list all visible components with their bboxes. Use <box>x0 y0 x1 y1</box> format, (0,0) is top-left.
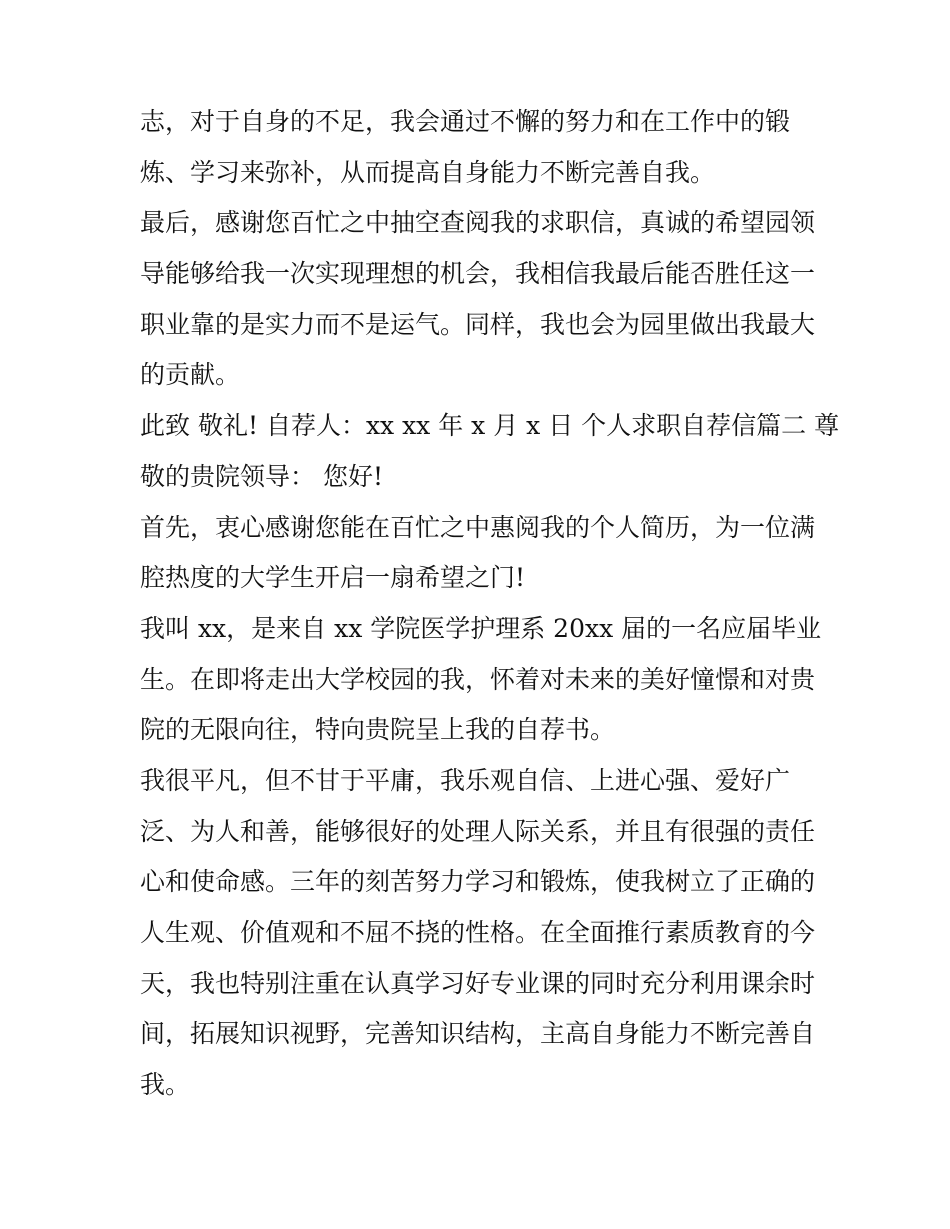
text-line: 心和使命感。三年的刻苦努力学习和锻炼，使我树立了正确的 <box>140 867 816 897</box>
text-line: 敬的贵院领导： 您好! <box>140 461 383 491</box>
text-line: 最后，感谢您百忙之中抽空查阅我的求职信，真诚的希望园领 <box>140 208 816 238</box>
document-body <box>140 107 840 1121</box>
text-line: 导能够给我一次实现理想的机会，我相信我最后能否胜任这一 <box>140 259 816 289</box>
text-line: 人生观、价值观和不屈不挠的性格。在全面推行素质教育的今 <box>140 918 816 947</box>
text-line: 首先，衷心感谢您能在百忙之中惠阅我的个人简历，为一位满 <box>140 512 816 542</box>
text-line: 志，对于自身的不足，我会通过不懈的努力和在工作中的锻 <box>140 107 791 136</box>
text-line: 炼、学习来弥补，从而提高自身能力不断完善自我。 <box>140 157 716 187</box>
text-line: 我叫 xx，是来自 xx 学院医学护理系 20xx 届的一名应届毕业 <box>140 613 822 643</box>
text-line: 的贡献。 <box>140 360 241 390</box>
text-line: 间，拓展知识视野，完善知识结构，主高自身能力不断完善自 <box>140 1019 816 1049</box>
text-line: 腔热度的大学生开启一扇希望之门! <box>140 563 526 593</box>
text-line: 我很平凡，但不甘于平庸，我乐观自信、上进心强、爱好广 <box>140 765 791 795</box>
text-line: 院的无限向往，特向贵院呈上我的自荐书。 <box>140 715 616 745</box>
text-line: 我。 <box>140 1070 191 1100</box>
text-line: 生。在即将走出大学校园的我，怀着对未来的美好憧憬和对贵 <box>140 664 816 694</box>
text-line: 天，我也特别注重在认真学习好专业课的同时充分利用课余时 <box>140 968 816 998</box>
text-line: 泛、为人和善，能够很好的处理人际关系，并且有很强的责任 <box>140 816 816 846</box>
text-line: 职业靠的是实力而不是运气。同样，我也会为园里做出我最大 <box>140 309 816 339</box>
text-line: 此致 敬礼! 自荐人：xx xx 年 x 月 x 日 个人求职自荐信篇二 尊 <box>140 411 840 441</box>
